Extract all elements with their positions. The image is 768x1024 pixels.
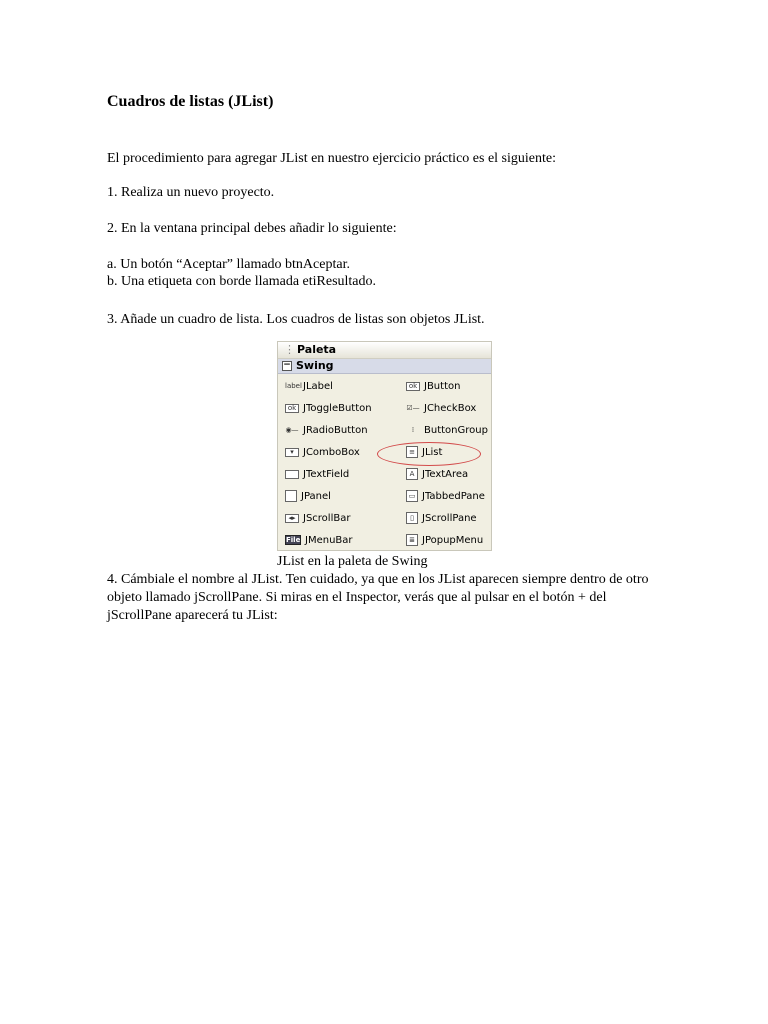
palette-item-label: JTextField: [303, 469, 350, 480]
step-2: 2. En la ventana principal debes añadir lo siguiente:: [107, 221, 397, 236]
button-icon: ok: [406, 382, 420, 391]
palette-item: [285, 401, 372, 417]
palette-item-label: JCheckBox: [424, 403, 477, 414]
checkbox-icon: ☑—: [406, 404, 420, 412]
step-1: 1. Realiza un nuevo proyecto.: [107, 185, 275, 200]
menu-bar-icon: File: [286, 536, 301, 544]
palette-item-label: JTabbedPane: [422, 491, 485, 502]
grip-icon: ⋮: [284, 343, 295, 356]
step-2-item-a: a. Un botón “Aceptar” llamado btnAceptar.: [107, 257, 350, 272]
palette-item-label: JButton: [424, 381, 461, 392]
scroll-bar-icon: ◂▸: [285, 514, 299, 523]
palette-item-label: JComboBox: [303, 447, 360, 458]
toggle-button-icon: ok: [285, 404, 299, 413]
radio-button-icon: ◉—: [285, 426, 299, 434]
collapse-icon: −: [283, 360, 291, 370]
palette-item-label: JToggleButton: [303, 403, 372, 414]
step-3: 3. Añade un cuadro de lista. Los cuadros de listas son objetos JList.: [107, 312, 485, 327]
palette-item: [285, 423, 368, 439]
step-4: 4. Cámbiale el nombre al JList. Ten cuidado, ya que en los JList aparecen siempre dentro de otro objeto llamado jScrollPane. Si miras en el Inspector, verás que al pulsar en el botón + del jScrollPane aparecerá tu JList:: [107, 572, 649, 623]
palette-header: [278, 342, 491, 359]
palette-category-label: Swing: [296, 359, 334, 372]
palette-item-label: JMenuBar: [305, 535, 353, 546]
palette-item-label: JLabel: [303, 381, 333, 392]
jlist-highlight-ellipse: [377, 442, 481, 466]
palette-item: [406, 423, 488, 439]
page-title: Cuadros de listas (JList): [107, 93, 274, 110]
palette-item-label: JRadioButton: [303, 425, 368, 436]
palette-category-swing: [278, 359, 491, 374]
palette-header-label: Paleta: [297, 343, 337, 356]
palette-item: [406, 401, 476, 417]
palette-item: [406, 489, 485, 505]
palette-item: [406, 533, 483, 549]
tabbed-pane-icon: ▭: [406, 490, 418, 502]
palette-item: [406, 467, 468, 483]
intro-paragraph: El procedimiento para agregar JList en nuestro ejercicio práctico es el siguiente:: [107, 151, 556, 166]
palette-item: [285, 533, 353, 549]
palette-item-label: JPopupMenu: [422, 535, 484, 546]
palette-item-label: JList: [422, 447, 443, 458]
text-area-icon: A: [406, 468, 418, 480]
palette-item: [285, 445, 360, 461]
step-2-item-b: b. Una etiqueta con borde llamada etiResultado.: [107, 274, 377, 289]
list-icon: ≡: [406, 446, 418, 458]
palette-item: [406, 511, 477, 527]
label-icon: label: [285, 382, 302, 390]
text-field-icon: [285, 470, 299, 479]
palette-item: [285, 379, 333, 395]
button-group-icon: ⁞: [411, 426, 415, 434]
scroll-pane-icon: ▯: [406, 512, 418, 524]
palette-item: [285, 489, 331, 505]
panel-icon: [285, 490, 297, 502]
palette-item-label: JScrollPane: [422, 513, 477, 524]
combo-box-icon: ▾: [285, 448, 299, 457]
palette-item: [406, 379, 460, 395]
palette-item: [285, 467, 349, 483]
palette-item-label: ButtonGroup: [424, 425, 488, 436]
popup-menu-icon: ≣: [406, 534, 418, 546]
figure-caption: JList en la paleta de Swing: [277, 554, 428, 569]
palette-item-label: JScrollBar: [303, 513, 351, 524]
palette-item: [285, 511, 350, 527]
palette-item-label: JPanel: [301, 491, 331, 502]
palette-item-label: JTextArea: [422, 469, 469, 480]
